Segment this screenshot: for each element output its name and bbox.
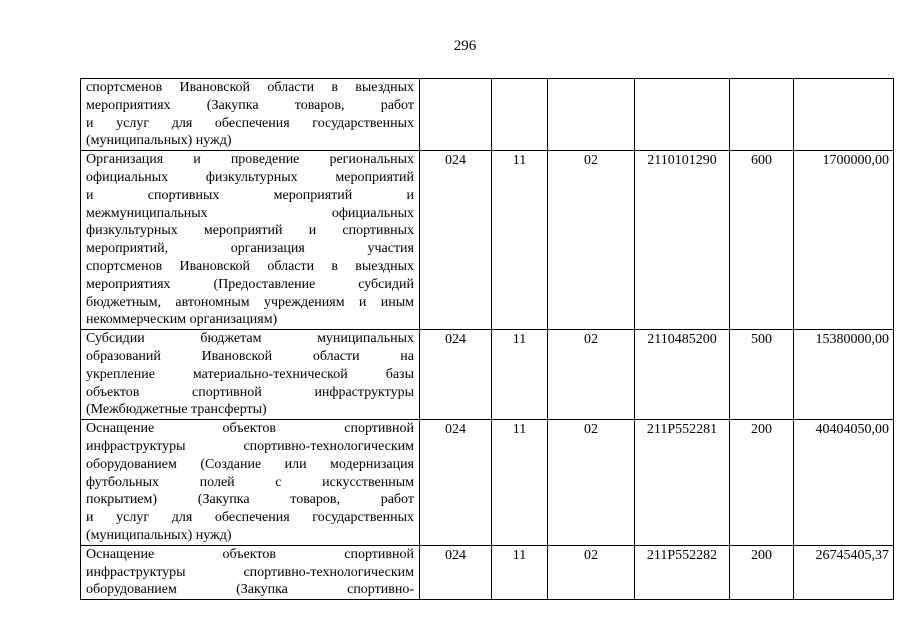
- table-row: [81, 79, 894, 151]
- description-line: (муниципальных) нужд): [86, 527, 232, 543]
- description-line: (Межбюджетные трансферты): [86, 402, 267, 418]
- description-line: мероприятиях (Предоставление субсидий: [86, 276, 414, 292]
- subsection-code-cell: 02: [548, 545, 635, 599]
- section-code-cell: [492, 79, 548, 151]
- amount-cell: 1700000,00: [794, 151, 894, 330]
- admin-code-cell: [420, 79, 492, 151]
- description-line: укрепление материально-технической базы: [86, 366, 414, 382]
- expense-type-cell: 200: [730, 420, 794, 546]
- description-line: футбольных полей с искусственным: [86, 474, 414, 490]
- description-line: физкультурных мероприятий и спортивных: [86, 223, 414, 239]
- table-row: [81, 151, 894, 330]
- description-line: инфраструктуры спортивно-технологическим: [86, 438, 414, 454]
- expense-type-cell: 600: [730, 151, 794, 330]
- description-line: межмуниципальных официальных: [86, 205, 414, 221]
- amount-cell: 15380000,00: [794, 330, 894, 420]
- description-line: мероприятиях (Закупка товаров, работ: [86, 97, 414, 113]
- table-body: [81, 79, 894, 600]
- amount-cell: [794, 79, 894, 151]
- description-line: мероприятий, организация участия: [86, 241, 414, 257]
- target-code-cell: 2110101290: [635, 151, 730, 330]
- budget-table: [80, 78, 894, 600]
- description-line: спортсменов Ивановской области в выездных: [86, 258, 414, 274]
- section-code-cell: 11: [492, 151, 548, 330]
- expense-type-cell: 200: [730, 545, 794, 599]
- section-code-cell: 11: [492, 330, 548, 420]
- description-line: спортсменов Ивановской области в выездных: [86, 80, 414, 95]
- subsection-code-cell: 02: [548, 330, 635, 420]
- description-line: покрытием) (Закупка товаров, работ: [86, 492, 414, 508]
- description-line: (муниципальных) нужд): [86, 133, 232, 149]
- expense-type-cell: 500: [730, 330, 794, 420]
- section-code-cell: 11: [492, 420, 548, 546]
- subsection-code-cell: 02: [548, 420, 635, 546]
- description-cell: [81, 79, 420, 151]
- description-cell: [81, 545, 420, 599]
- description-line: бюджетным, автономным учреждениям и иным: [86, 294, 414, 310]
- table-row: [81, 330, 894, 420]
- subsection-code-cell: 02: [548, 151, 635, 330]
- description-line: Организация и проведение региональных: [86, 152, 414, 168]
- description-line: и услуг для обеспечения государственных: [86, 115, 414, 131]
- target-code-cell: 211P552282: [635, 545, 730, 599]
- description-cell: [81, 151, 420, 330]
- description-cell: [81, 330, 420, 420]
- description-line: образований Ивановской области на: [86, 348, 414, 364]
- description-line: Субсидии бюджетам муниципальных: [86, 331, 414, 347]
- description-line: Оснащение объектов спортивной: [86, 421, 414, 437]
- description-line: и спортивных мероприятий и: [86, 187, 414, 203]
- description-line: некоммерческим организациям): [86, 312, 278, 328]
- description-line: Оснащение объектов спортивной: [86, 546, 414, 562]
- target-code-cell: 211P552281: [635, 420, 730, 546]
- subsection-code-cell: [548, 79, 635, 151]
- expense-type-cell: [730, 79, 794, 151]
- table-row: [81, 420, 894, 546]
- admin-code-cell: 024: [420, 151, 492, 330]
- target-code-cell: [635, 79, 730, 151]
- description-line: оборудованием (Закупка спортивно-: [86, 582, 414, 598]
- amount-cell: 26745405,37: [794, 545, 894, 599]
- description-line: объектов спортивной инфраструктуры: [86, 384, 414, 400]
- description-line: и услуг для обеспечения государственных: [86, 510, 414, 526]
- target-code-cell: 2110485200: [635, 330, 730, 420]
- amount-cell: 40404050,00: [794, 420, 894, 546]
- page-number: 296: [453, 38, 477, 54]
- description-line: инфраструктуры спортивно-технологическим: [86, 564, 414, 580]
- section-code-cell: 11: [492, 545, 548, 599]
- admin-code-cell: 024: [420, 545, 492, 599]
- admin-code-cell: 024: [420, 330, 492, 420]
- description-line: официальных физкультурных мероприятий: [86, 169, 414, 185]
- admin-code-cell: 024: [420, 420, 492, 546]
- description-cell: [81, 420, 420, 546]
- table-row: [81, 545, 894, 599]
- description-line: оборудованием (Создание или модернизация: [86, 456, 414, 472]
